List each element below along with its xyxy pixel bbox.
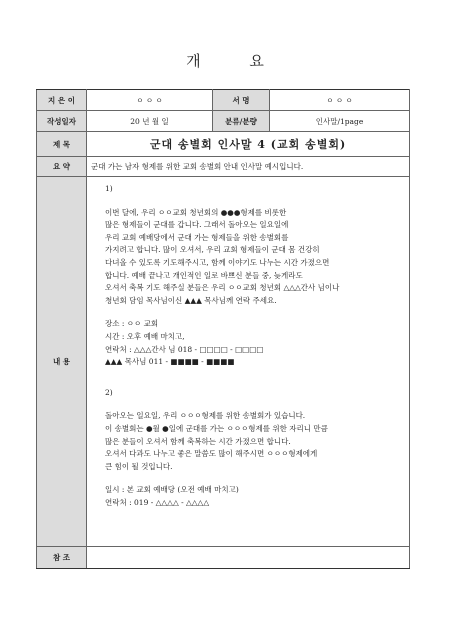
paragraph-line: 오셔서 축복 기도 해주실 분들은 우리 ㅇㅇ교회 청년회 △△△간사 님이나 [105, 283, 340, 293]
date-row [37, 111, 410, 132]
contact-info: ▲▲▲ 목사님 011 - ■■■■ - ■■■■ [105, 357, 235, 367]
summary-value: 군대 가는 남자 형제를 위한 교회 송별회 안내 인사말 예시입니다. [87, 157, 410, 177]
content-body [87, 177, 410, 547]
reference-value [87, 547, 410, 569]
date-info: 일시 : 본 교회 예배당 (오전 예배 마치고) [105, 485, 239, 495]
title-label: 제 목 [37, 132, 87, 157]
content-row [37, 177, 410, 547]
paragraph-line: 오셔서 다과도 나누고 좋은 말씀도 많이 해주시면 ㅇㅇㅇ형제에게 [105, 449, 318, 459]
title-row [37, 132, 410, 157]
contact-info: 연락처 : 019 - △△△△ - △△△△ [105, 497, 210, 507]
date-value: 20 년 월 일 [87, 111, 213, 132]
paragraph-line: 다녀올 수 있도록 기도해주시고, 함께 이야기도 나누는 시간 가졌으면 [105, 257, 330, 267]
place-info: 장소 : ㅇㅇ 교회 [105, 319, 159, 329]
document-title: 군대 송별회 인사말 4 (교회 송별회) [87, 132, 410, 157]
sign-label: 서 명 [213, 90, 270, 111]
paragraph-line: 많은 분들이 오셔서 함께 축복하는 시간 가졌으면 합니다. [105, 436, 291, 446]
author-row [37, 90, 410, 111]
page-title: 개 요 [186, 52, 286, 70]
paragraph-line: 많은 형제들이 군대를 갑니다. 그래서 돌아오는 일요일에 [105, 220, 289, 230]
paragraph-line: 우리 교회 예배당에서 군대 가는 형제들을 위한 송별회를 [105, 232, 289, 242]
author-value: ㅇ ㅇ ㅇ [87, 90, 213, 111]
content-label: 내 용 [37, 177, 87, 547]
category-label: 분류/분량 [213, 111, 270, 132]
sign-value: ㅇ ㅇ ㅇ [270, 90, 410, 111]
paragraph-line: 돌아오는 일요일, 우리 ㅇㅇㅇ형제를 위한 송별회가 있습니다. [105, 411, 306, 421]
paragraph-line: 이번 달에, 우리 ㅇㅇ교회 청년회의 ●●●형제를 비롯한 [105, 207, 287, 217]
document-form-table [36, 89, 410, 569]
paragraph-line: 큰 힘이 될 것입니다. [105, 461, 173, 471]
paragraph-line: 청년회 담임 목사님이신 ▲▲▲ 목사님께 연락 주세요. [105, 295, 277, 305]
reference-row [37, 547, 410, 569]
author-label: 지 은 이 [37, 90, 87, 111]
section-1-number: 1) [105, 184, 113, 193]
contact-info: 연락처 : △△△간사 님 018 - □□□□ - □□□□ [105, 344, 264, 354]
time-info: 시간 : 오후 예배 마치고, [105, 331, 185, 341]
section-2-number: 2) [105, 387, 113, 397]
date-label: 작성일자 [37, 111, 87, 132]
reference-label: 참 조 [37, 547, 87, 569]
paragraph-line: 이 송별회는 ●월 ●일에 군대를 가는 ㅇㅇㅇ형제를 위한 자리니 만큼 [105, 423, 328, 433]
paragraph-line: 가지려고 합니다. 많이 오셔서, 우리 교회 형제들이 군대 몸 건강히 [105, 245, 320, 255]
paragraph-line: 합니다. 예배 끝나고 개인적인 일로 바쁘신 분들 중, 늦게라도 [105, 270, 303, 280]
category-value: 인사말/1page [270, 111, 410, 132]
summary-label: 요 약 [37, 157, 87, 177]
summary-row [37, 157, 410, 177]
